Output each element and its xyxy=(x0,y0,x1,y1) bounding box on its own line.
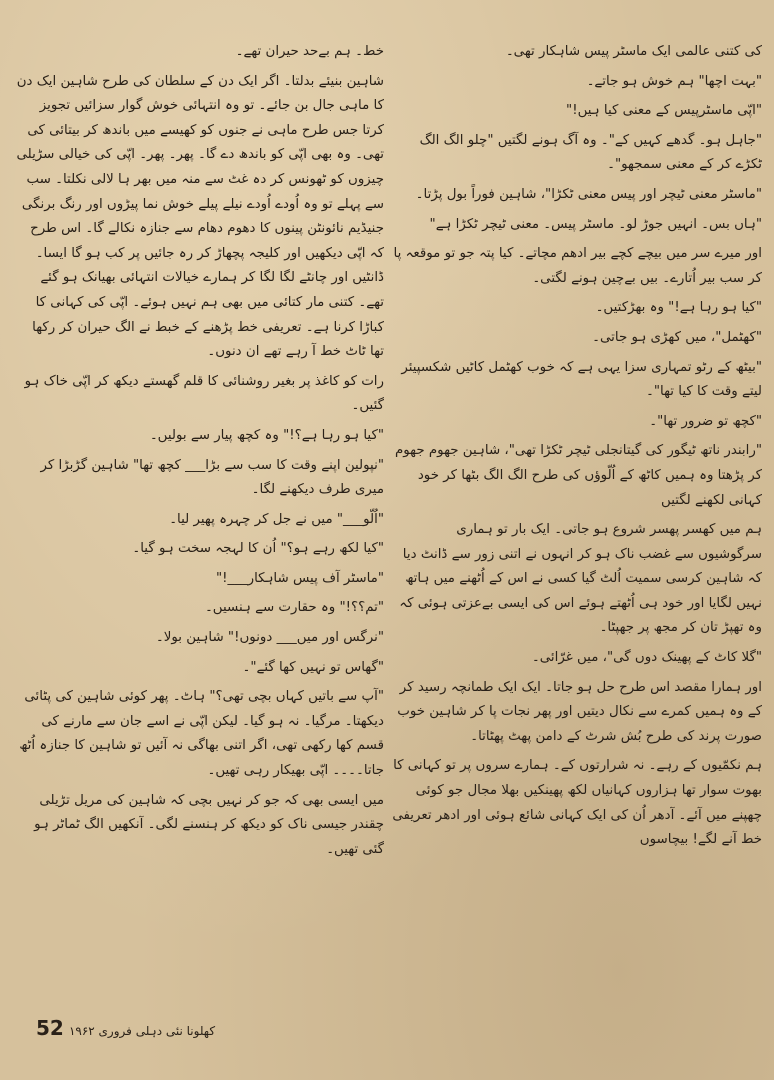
paragraph: "ہاں بس۔ انہیں جوڑ لو۔ ماسٹر پیس۔ معنی ٹیچر ٹکڑا ہے" xyxy=(429,216,762,232)
paragraph: "جاہل ہو۔ گدھے کہیں کے"۔ وہ آگ ہونے لگتیں "چلو الگ الگ ٹکڑے کر کے معنی سمجھو"۔ xyxy=(419,132,762,173)
paragraph: "بیٹھ کے رٹو تمہاری سزا یہی ہے کہ خوب کھٹمل کاٹیں شکسپیئر لیتے وقت کا کیا تھا"۔ xyxy=(401,359,762,400)
paragraph: "تم؟؟!" وہ حقارت سے ہنسیں۔ xyxy=(204,600,384,616)
paragraph: خط۔ ہم بےحد حیران تھے۔ xyxy=(235,44,384,59)
right-text-column xyxy=(392,40,762,1000)
page-number: 52 xyxy=(36,1016,64,1040)
paragraph: ہم نکمّیوں کے رہے۔ نہ شرارتوں کے۔ ہمارے سروں پر تو کہانی کا بھوت سوار تھا ہزاروں کہانیاں لکھ پھینکیں بھلا مجال جو کوئی چھپنے میں آئے۔ آدھر اُن کی ایک کہانی شائع ہوئی اور ادھر تعریفی خط آنے لگے! بیچاسوں xyxy=(392,758,762,848)
paragraph: "آپ سے باتیں کہاں بچی تھی؟" ہاٹ۔ پھر کوئی شاہین کی پٹائی دیکھتا۔ مرگیا۔ نہ ہو گیا۔ لیکن اپّی نے اسے جان سے مارنے کی قسم کھا رکھی تھی، اگر اتنی بھاگی نہ آئیں تو شاہین کا جنازہ اُٹھ جاتا۔۔۔۔ اپّی بھیکار رہی تھیں۔ xyxy=(19,689,384,779)
paragraph: اور میرے سر میں بیچے کچے بیر ادھم مچاتے۔ کیا پتہ جو تو موقعہ پا کر سب بیر اُتارے۔ بیں بےچین ہونے لگتی۔ xyxy=(393,246,762,286)
paragraph: میں ایسی بھی کہ جو کر نہیں بچی کہ شاہین کی مریل تڑیلی چقندر جیسی ناک کو دیکھ کر ہنسنے لگی۔ آنکھیں الگ ٹماٹر ہو گئی تھیں۔ xyxy=(34,792,384,857)
paragraph: "نرگس اور میں___ دونوں!" شاہین بولا۔ xyxy=(155,630,384,646)
paragraph: "اُلّو___" میں نے جل کر چہرہ پھیر لیا۔ xyxy=(169,511,384,527)
magazine-name-date: کھلونا نئی دہلی فروری ۱۹۶۲ xyxy=(68,1024,216,1038)
paragraph: "اپّی ماسٹرپیس کے معنی کیا ہیں!" xyxy=(566,103,762,119)
page-footer xyxy=(30,1016,230,1046)
paragraph: ہم میں کھسر پھسر شروع ہو جاتی۔ ایک بار تو ہماری سرگوشیوں سے غضب ناک ہو کر انہوں نے اتنی زور سے ڈانٹ دیا کہ شاہین کرسی سمیت اُلٹ گیا کسی نے اس کے اُٹھنے میں ہاتھ نہیں لگایا اور خود ہی اُٹھتے ہوئے اس کی ایسی بےعزتی ہوئی کہ وہ تھپڑ تان کر مجھ پر جھپٹا۔ xyxy=(399,522,762,636)
paragraph: "نپولین اپنے وقت کا سب سے بڑا___ کچھ تھا" شاہین گڑبڑا کر میری طرف دیکھنے لگا۔ xyxy=(40,457,384,498)
paragraph: "کیا لکھ رہے ہو؟" اُن کا لہجہ سخت ہو گیا۔ xyxy=(132,541,384,557)
paragraph: "گلا کاٹ کے پھینک دوں گی"، میں غرّائی۔ xyxy=(531,650,762,666)
paragraph: شاہین بنیئے بدلتا۔ اگر ایک دن کے سلطان کی طرح شاہین ایک دن کا ماہی جال بن جائے۔ تو وہ انتہائی خوش گوار سزائیں تجویز کرتا جس طرح ماہی نے جنوں کو کھیسے میں باندھ کر بیتائی کی تھی۔ وہ بھی اپّی کو باندھ دے گا۔ پھر۔ پھر۔ اپّی کی خیالی سڑیلی چیزوں کو ٹھونس کر دہ غٹ سے منہ میں بھر ہا لالی نکلتا۔ سب سے پہلے تو وہ اُودے اُودے نیلے پیلے خوش نما پیڑوں اور رنگ برنگی جنیڈیم نائونٹن پینوں کا دھوم دھام سے جنازہ نکالے گا۔ اس طرح کہ اپّی دیکھیں اور کلیجہ پچھاڑ کر رہ جائیں پر کب ہو گا ایسا۔ ڈانٹیں اور چانٹے لگا لگا کر ہمارے خیالات انتہائی بھیانک ہو گئے تھے۔ کتنی مار کتائی میں بھی ہم نہیں ہوئے۔ اپّی کی کہانی کا کباڑا کرنا ہے۔ تعریفی خط پڑھنے کے خبط نے الگ حیران کر رکھا تھا ٹاٹ خط آ رہے تھے ان دنوں۔ xyxy=(16,73,384,360)
paragraph: "کچھ تو ضرور تھا"۔ xyxy=(649,413,762,429)
paragraph: اور ہمارا مقصد اس طرح حل ہو جاتا۔ ایک ایک طمانچہ رسید کر کے وہ ہمیں کمرے سے نکال دیتیں اور پھر نجات پا کر شاہین خوب صورت پرند کی طرح بُش شرٹ کے دامن پھٹ پھٹاتا۔ xyxy=(397,679,762,744)
paragraph: "ماسٹر آف پیس شاہکار___!" xyxy=(216,570,384,586)
paragraph: "گھاس تو نہیں کھا گئے"۔ xyxy=(242,659,384,675)
left-text-column xyxy=(14,40,384,1000)
paragraph: "کیا ہو رہا ہے؟!" وہ کچھ پیار سے بولیں۔ xyxy=(149,427,384,443)
paragraph: "رابندر ناتھ ٹیگور کی گیتانجلی ٹیچر ٹکڑا تھی"، شاہین جھوم جھوم کر پڑھتا وہ ہمیں کاٹھ کے اُلّوؤں کی طرح الگ الگ بٹھا کر خود کہانی لکھنے لگتیں xyxy=(394,443,762,508)
paragraph: "ماسٹر معنی ٹیچر اور پیس معنی ٹکڑا"، شاہین فوراً بول پڑتا۔ xyxy=(415,186,762,202)
paragraph: "کیا ہو رہا ہے!" وہ بھڑکتیں۔ xyxy=(595,300,762,316)
paragraph: کی کتنی عالمی ایک ماسٹر پیس شاہکار تھی۔ xyxy=(505,44,762,59)
paragraph: "کھٹمل"، میں کھڑی ہو جاتی۔ xyxy=(592,329,762,345)
paragraph: رات کو کاغذ پر بغیر روشنائی کا قلم گھستے دیکھ کر اپّی خاک ہو گئیں۔ xyxy=(24,373,384,414)
paragraph: "بہت اچھا" ہم خوش ہو جاتے۔ xyxy=(586,73,762,89)
